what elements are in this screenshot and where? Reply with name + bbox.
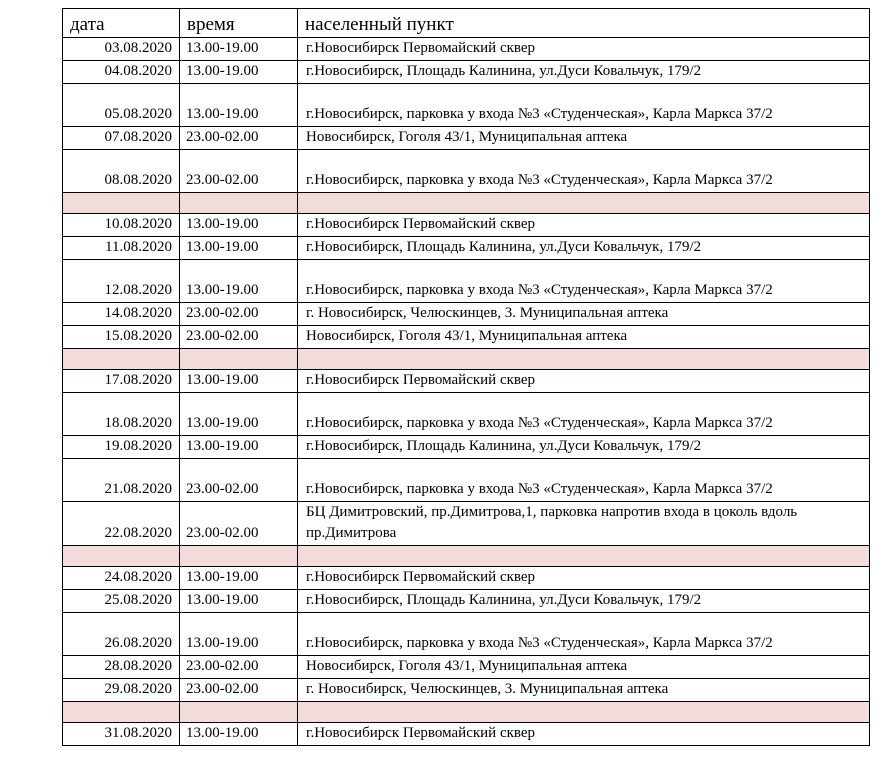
table-row [63,393,870,436]
place-cell: г.Новосибирск, парковка у входа №3 «Студенческая», Карла Маркса 37/2 [298,84,870,127]
table-row [63,567,870,590]
time-cell: 13.00-19.00 [180,567,298,590]
place-cell: г.Новосибирск, парковка у входа №3 «Студенческая», Карла Маркса 37/2 [298,393,870,436]
date-cell: 14.08.2020 [63,303,180,326]
table-row [63,656,870,679]
place-cell: г.Новосибирск, парковка у входа №3 «Студенческая», Карла Маркса 37/2 [298,459,870,502]
date-cell [63,546,180,567]
date-cell: 03.08.2020 [63,38,180,61]
table-row [63,679,870,702]
table-row [63,326,870,349]
date-cell: 10.08.2020 [63,214,180,237]
date-cell: 24.08.2020 [63,567,180,590]
place-cell: г.Новосибирск, Площадь Калинина, ул.Дуси Ковальчук, 179/2 [298,237,870,260]
separator-row [63,349,870,370]
table-body [63,38,870,746]
date-cell: 25.08.2020 [63,590,180,613]
table-row [63,127,870,150]
date-cell: 05.08.2020 [63,84,180,127]
date-cell: 07.08.2020 [63,127,180,150]
table-row [63,84,870,127]
place-cell: БЦ Димитровский, пр.Димитрова,1, парковка напротив входа в цоколь вдоль пр.Димитрова [298,502,870,546]
table-row [63,459,870,502]
table-row [63,61,870,84]
separator-row [63,702,870,723]
place-cell [298,349,870,370]
table-row [63,214,870,237]
place-cell: г.Новосибирск Первомайский сквер [298,38,870,61]
schedule-table [62,8,870,746]
place-cell: г.Новосибирск, парковка у входа №3 «Студенческая», Карла Маркса 37/2 [298,260,870,303]
table-row [63,260,870,303]
table-row [63,590,870,613]
header-date: дата [63,9,180,38]
place-cell: г.Новосибирск, парковка у входа №3 «Студенческая», Карла Маркса 37/2 [298,613,870,656]
place-cell [298,546,870,567]
place-cell: г. Новосибирск, Челюскинцев, 3. Муниципальная аптека [298,679,870,702]
place-cell: г.Новосибирск Первомайский сквер [298,567,870,590]
table-row [63,303,870,326]
place-cell: г.Новосибирск, парковка у входа №3 «Студенческая», Карла Маркса 37/2 [298,150,870,193]
time-cell: 13.00-19.00 [180,61,298,84]
place-cell: г.Новосибирск, Площадь Калинина, ул.Дуси Ковальчук, 179/2 [298,590,870,613]
place-cell: г.Новосибирск, Площадь Калинина, ул.Дуси Ковальчук, 179/2 [298,61,870,84]
time-cell: 23.00-02.00 [180,679,298,702]
date-cell: 28.08.2020 [63,656,180,679]
time-cell: 13.00-19.00 [180,38,298,61]
place-cell: г. Новосибирск, Челюскинцев, 3. Муниципальная аптека [298,303,870,326]
place-cell [298,702,870,723]
date-cell: 15.08.2020 [63,326,180,349]
date-cell: 17.08.2020 [63,370,180,393]
header-place: населенный пункт [298,9,870,38]
table-row [63,723,870,746]
time-cell [180,349,298,370]
place-cell: г.Новосибирск Первомайский сквер [298,723,870,746]
time-cell: 13.00-19.00 [180,84,298,127]
time-cell [180,702,298,723]
time-cell: 13.00-19.00 [180,393,298,436]
time-cell [180,546,298,567]
time-cell: 13.00-19.00 [180,613,298,656]
date-cell: 11.08.2020 [63,237,180,260]
table-row [63,502,870,546]
time-cell: 13.00-19.00 [180,590,298,613]
date-cell: 29.08.2020 [63,679,180,702]
date-cell: 26.08.2020 [63,613,180,656]
place-cell: г.Новосибирск, Площадь Калинина, ул.Дуси Ковальчук, 179/2 [298,436,870,459]
place-cell: г.Новосибирск Первомайский сквер [298,214,870,237]
time-cell: 23.00-02.00 [180,656,298,679]
time-cell: 23.00-02.00 [180,326,298,349]
time-cell: 13.00-19.00 [180,237,298,260]
time-cell: 13.00-19.00 [180,214,298,237]
table-row [63,150,870,193]
table-row [63,38,870,61]
date-cell: 22.08.2020 [63,502,180,546]
date-cell: 31.08.2020 [63,723,180,746]
table-row [63,436,870,459]
time-cell: 13.00-19.00 [180,370,298,393]
table-header-row [63,9,870,38]
time-cell: 23.00-02.00 [180,303,298,326]
time-cell: 23.00-02.00 [180,502,298,546]
time-cell: 13.00-19.00 [180,260,298,303]
date-cell: 21.08.2020 [63,459,180,502]
place-cell [298,193,870,214]
table-row [63,237,870,260]
date-cell [63,702,180,723]
time-cell: 23.00-02.00 [180,459,298,502]
place-cell: Новосибирск, Гоголя 43/1, Муниципальная аптека [298,127,870,150]
time-cell [180,193,298,214]
date-cell [63,193,180,214]
separator-row [63,546,870,567]
time-cell: 13.00-19.00 [180,723,298,746]
place-cell: г.Новосибирск Первомайский сквер [298,370,870,393]
separator-row [63,193,870,214]
table-row [63,613,870,656]
date-cell: 19.08.2020 [63,436,180,459]
header-time: время [180,9,298,38]
time-cell: 23.00-02.00 [180,150,298,193]
date-cell: 18.08.2020 [63,393,180,436]
place-cell: Новосибирск, Гоголя 43/1, Муниципальная аптека [298,656,870,679]
time-cell: 13.00-19.00 [180,436,298,459]
date-cell: 12.08.2020 [63,260,180,303]
date-cell [63,349,180,370]
time-cell: 23.00-02.00 [180,127,298,150]
date-cell: 08.08.2020 [63,150,180,193]
date-cell: 04.08.2020 [63,61,180,84]
place-cell: Новосибирск, Гоголя 43/1, Муниципальная аптека [298,326,870,349]
table-row [63,370,870,393]
